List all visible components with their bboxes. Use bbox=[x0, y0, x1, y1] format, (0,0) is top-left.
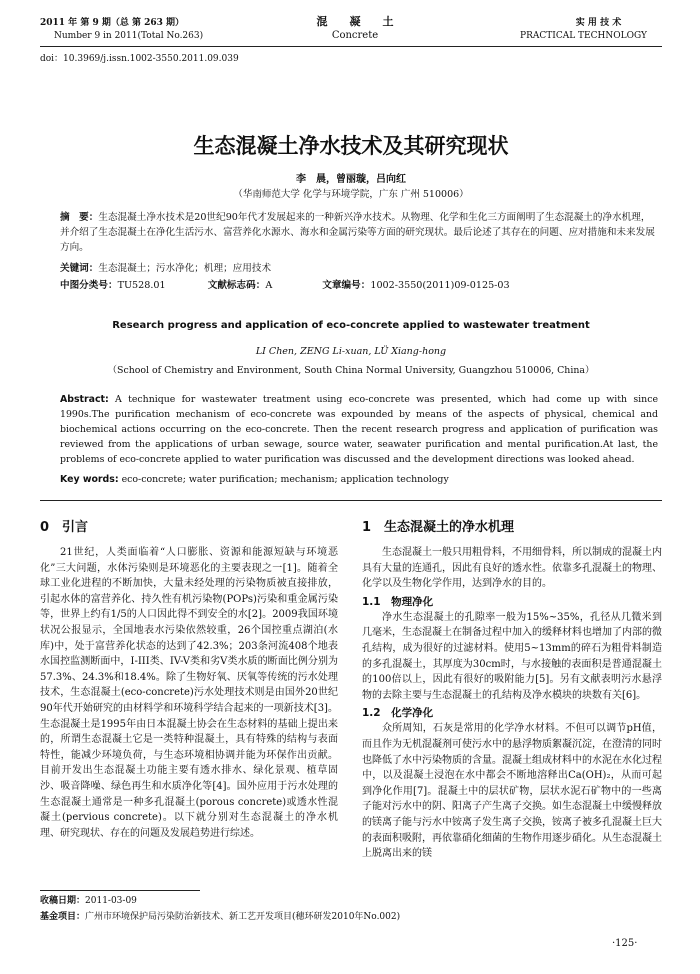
clc-value: TU528.01 bbox=[117, 280, 166, 291]
keywords-en bbox=[60, 472, 658, 487]
right-column bbox=[362, 519, 662, 862]
intro-paragraph: 21世纪，人类面临着“人口膨胀、资源和能源短缺与环境恶化”三大问题，水体污染则是环境恶化的主要表现之一[1]。随着全球工业化进程的不断加快，大量未经处理的污染物质被直接排放，引起水体的富营养化、持久性有机污染物(POPs)污染和重金属污染等，世界上约有1/5的人口因此得不到安全的水[2]。2009我国环境状况公报显示，全国地表水污染依然较重，26个国控重点湖泊(水库)中，处于富营养化状态的达到了42.3%；203条河流408个地表水国控监测断面中，I-III类、IV-V类和劣V类水质的断面比例分别为57.3%、24.3%和18.4%。除了生物好氧、厌氧等传统的污水处理技术，生态混凝土(eco-concrete)污水处理技术则是由国外20世纪90年代开始研究的由材料学和环境科学结合起来的一项新技术[3]。生态混凝土是1995年由日本混凝土协会在生态材料的基础上提出来的，所谓生态混凝土它是一类特种混凝土，具有特殊的结构与表面特性，能减少环境负荷，与生态环境相协调并能为环保作出贡献。目前开发出生态混凝土功能主要有透水排水、绿化景观、植草固沙、吸音降噪、绿色再生和水质净化等[4]。国外应用于污水处理的生态混凝土通常是一种多孔混凝土(porous concrete)或透水性混凝土(pervious concrete)。以下就分别对生态混凝土的净水机理、研究现状、存在的问题及发展趋势进行综述。 bbox=[40, 547, 338, 839]
left-column bbox=[40, 519, 338, 841]
keywords-cn-text: 生态混凝土；污水净化；机理；应用技术 bbox=[98, 263, 272, 274]
doccode-label: 文献标志码： bbox=[207, 280, 266, 291]
received-label: 收稿日期： bbox=[40, 896, 86, 906]
journal-name-cn: 混 凝 土 bbox=[316, 15, 394, 28]
fund-label: 基金项目： bbox=[40, 912, 86, 922]
authors-cn: 李 晨，曾丽璇，吕向红 bbox=[296, 174, 406, 185]
received-date bbox=[40, 894, 137, 909]
abstract-rule bbox=[40, 500, 662, 501]
classification-line bbox=[60, 278, 658, 293]
abstract-cn-text: 生态混凝土净水技术是20世纪90年代才发展起来的一种新兴净水技术。从物理、化学和生化三方面阐明了生态混凝土的净水机理，并介绍了生态混凝土在净化生活污水、富营养化水源水、海水和金属污染等方面的研究现状。最后论述了其存在的问题、应对措施和未来发展方向。 bbox=[60, 212, 655, 253]
abstract-en-text: A technique for wastewater treatment using eco-concrete was presented, which had come up with since 1990s.The purification mechanism of eco-concrete was expounded by means of the aspects of physical, chemical and biochemical actions occurring on the eco-concrete. Then the recent research progress and application of purification was reviewed from the applications of urban sewage, source water, seawater purification and mental purification.At last, the problems of eco-concrete applied to water purification was discussed and the development directions was looked ahead. bbox=[60, 394, 658, 465]
physical-paragraph: 净水生态混凝土的孔隙率一般为15%~35%，孔径从几微米到几毫米，生态混凝土在制备过程中加入的缓释材料也增加了内部的微孔结构，成为很好的过滤材料。使用5~13mm的碎石为粗骨料制造的多孔混凝土，其厚度为30cm时，与水接触的表面积是普通混凝土的100倍以上，因此有很好的吸附能力[5]。另有文献表明污水悬浮物的去除主要与生态混凝土的孔结构及净水模块的块数有关[6]。 bbox=[362, 611, 662, 701]
article-no-label: 文章编号： bbox=[322, 280, 371, 291]
doi: doi：10.3969/j.issn.1002-3550.2011.09.039 bbox=[40, 54, 239, 64]
affiliation-cn: （华南师范大学 化学与环境学院，广东 广州 510006） bbox=[233, 189, 469, 200]
affiliation-en: （School of Chemistry and Environment, South China Normal University, Guangzhou 510006, China） bbox=[107, 365, 595, 376]
clc-label: 中图分类号： bbox=[60, 280, 118, 291]
header-rule bbox=[40, 46, 662, 47]
mechanism-paragraph: 生态混凝土一般只用粗骨料，不用细骨料，所以制成的混凝土内具有大量的连通孔，因此有良好的透水性。依靠多孔混凝土的物理、化学以及生物化学作用，达到净水的目的。 bbox=[362, 547, 662, 590]
footnote-rule bbox=[40, 890, 200, 891]
received-value: 2011-03-09 bbox=[85, 896, 137, 906]
keywords-cn-label: 关键词： bbox=[60, 263, 99, 274]
keywords-cn bbox=[60, 261, 658, 276]
fund-value: 广州市环境保护局污染防治新技术、新工艺开发项目(穗环研发2010年No.002) bbox=[85, 912, 401, 922]
issue-en: Number 9 in 2011(Total No.263) bbox=[54, 31, 204, 41]
article-no-value: 1002-3550(2011)09-0125-03 bbox=[370, 280, 510, 291]
title-en: Research progress and application of eco-concrete applied to wastewater treatment bbox=[112, 320, 590, 331]
column-cn: 实 用 技 术 bbox=[575, 18, 622, 28]
title-cn: 生态混凝土净水技术及其研究现状 bbox=[193, 134, 509, 158]
column-en: PRACTICAL TECHNOLOGY bbox=[520, 31, 647, 41]
subsection-physical: 1.1 物理净化 bbox=[362, 595, 434, 608]
abstract-cn-label: 摘 要： bbox=[60, 212, 99, 223]
abstract-cn bbox=[60, 210, 658, 255]
keywords-en-label: Key words: bbox=[60, 474, 119, 485]
keywords-en-text: eco-concrete; water purification; mechanism; application technology bbox=[121, 474, 449, 485]
subsection-chemical: 1.2 化学净化 bbox=[362, 707, 434, 720]
abstract-en bbox=[60, 392, 658, 467]
fund-note bbox=[40, 910, 662, 925]
page-number: ·125· bbox=[612, 938, 638, 949]
issue-cn: 2011 年 第 9 期（总 第 263 期） bbox=[40, 18, 185, 28]
section-heading-mechanism: 1 生态混凝土的净水机理 bbox=[362, 520, 515, 535]
section-heading-intro: 0 引言 bbox=[40, 520, 89, 535]
doccode-value: A bbox=[265, 280, 273, 291]
journal-name-en: Concrete bbox=[331, 30, 379, 41]
abstract-en-label: Abstract: bbox=[60, 394, 109, 405]
chemical-paragraph: 众所周知，石灰是常用的化学净水材料。不但可以调节pH值，而且作为无机混凝剂可使污水中的悬浮物质絮凝沉淀，在澄清的同时也降低了水中污染物质的含量。混凝土组成材料中的水泥在水化过程中，以及混凝土浸泡在水中都会不断地溶释出Ca(OH)₂，从而可起到净化作用[7]。混凝土中的层状矿物，层状水泥石矿物中的一些离子能对污水中的阴、阳离子产生离子交换。如生态混凝土中缓慢释放的镁离子能与污水中铵离子发生离子交换，铵离子被多孔混凝土巨大的表面积吸附，再依靠硝化细菌的生物作用逐步硝化。从生态混凝土上脱离出来的镁 bbox=[362, 723, 662, 860]
authors-en: LI Chen, ZENG Li-xuan, LÜ Xiang-hong bbox=[255, 346, 447, 357]
